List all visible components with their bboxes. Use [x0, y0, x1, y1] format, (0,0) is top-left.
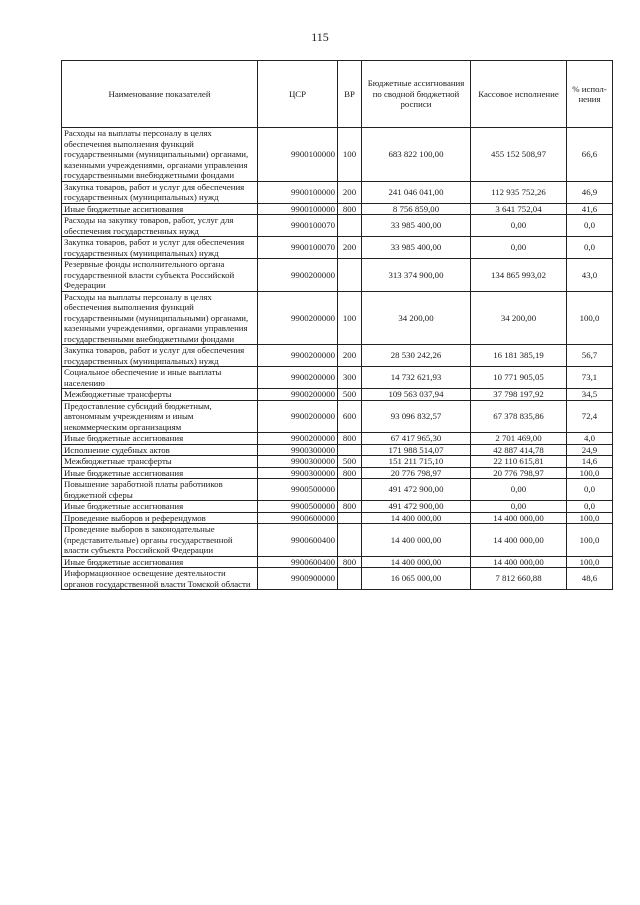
row-name: Исполнение судебных актов: [62, 444, 258, 456]
row-budget: 14 400 000,00: [362, 512, 471, 524]
row-name: Проведение выборов и референдумов: [62, 512, 258, 524]
row-budget: 14 400 000,00: [362, 556, 471, 568]
table-row: [62, 467, 613, 479]
row-csr: 9900100000: [258, 181, 338, 203]
row-percent: 24,9: [567, 444, 613, 456]
row-budget: 16 065 000,00: [362, 568, 471, 590]
row-csr: 9900300000: [258, 467, 338, 479]
row-budget: 34 200,00: [362, 291, 471, 345]
table-row: [62, 433, 613, 445]
table-row: [62, 400, 613, 433]
table-row: [62, 524, 613, 557]
row-name: Повышение заработной платы работников бюджетной сферы: [62, 479, 258, 501]
row-vr: 200: [338, 181, 362, 203]
row-name: Иные бюджетные ассигнования: [62, 467, 258, 479]
row-name: Межбюджетные трансферты: [62, 389, 258, 401]
row-csr: 9900600400: [258, 524, 338, 557]
row-budget: 151 211 715,10: [362, 456, 471, 468]
row-cash: 34 200,00: [471, 291, 567, 345]
row-percent: 66,6: [567, 128, 613, 182]
row-csr: 9900500000: [258, 479, 338, 501]
row-percent: 14,6: [567, 456, 613, 468]
row-cash: 3 641 752,04: [471, 203, 567, 215]
row-name: Межбюджетные трансферты: [62, 456, 258, 468]
row-percent: 0,0: [567, 479, 613, 501]
row-cash: 455 152 508,97: [471, 128, 567, 182]
table-row: [62, 556, 613, 568]
row-percent: 100,0: [567, 556, 613, 568]
table-row: [62, 259, 613, 292]
row-budget: 171 988 514,07: [362, 444, 471, 456]
row-cash: 0,00: [471, 215, 567, 237]
row-percent: 100,0: [567, 524, 613, 557]
row-name: Расходы на выплаты персоналу в целях обеспечения выполнения функций государственными (муниципальными) органами, казенными учреждениями, органами управления государственными внебюджетными фондами: [62, 291, 258, 345]
row-csr: 9900200000: [258, 433, 338, 445]
row-budget: 683 822 100,00: [362, 128, 471, 182]
row-budget: 313 374 900,00: [362, 259, 471, 292]
row-csr: 9900300000: [258, 444, 338, 456]
row-csr: 9900200000: [258, 291, 338, 345]
row-vr: 100: [338, 291, 362, 345]
row-vr: 500: [338, 456, 362, 468]
row-name: Информационное освещение деятельности органов государственной власти Томской области: [62, 568, 258, 590]
row-budget: 28 530 242,26: [362, 345, 471, 367]
row-budget: 491 472 900,00: [362, 501, 471, 513]
row-name: Иные бюджетные ассигнования: [62, 556, 258, 568]
row-budget: 8 756 859,00: [362, 203, 471, 215]
row-csr: 9900100000: [258, 128, 338, 182]
row-percent: 34,5: [567, 389, 613, 401]
table-row: [62, 215, 613, 237]
row-budget: 33 985 400,00: [362, 237, 471, 259]
row-percent: 100,0: [567, 291, 613, 345]
table-row: [62, 512, 613, 524]
row-cash: 22 110 615,81: [471, 456, 567, 468]
row-name: Иные бюджетные ассигнования: [62, 501, 258, 513]
row-cash: 37 798 197,92: [471, 389, 567, 401]
row-budget: 20 776 798,97: [362, 467, 471, 479]
row-budget: 491 472 900,00: [362, 479, 471, 501]
row-csr: 9900100070: [258, 215, 338, 237]
row-vr: [338, 512, 362, 524]
row-percent: 41,6: [567, 203, 613, 215]
budget-execution-table: [61, 60, 613, 590]
row-name: Закупка товаров, работ и услуг для обеспечения государственных (муниципальных) нужд: [62, 345, 258, 367]
row-vr: [338, 479, 362, 501]
row-name: Расходы на выплаты персоналу в целях обеспечения выполнения функций государственными (муниципальными) органами, казенными учреждениями, органами управления государственными внебюджетными фондами: [62, 128, 258, 182]
header-vr: ВР: [338, 61, 362, 128]
row-budget: 14 732 621,93: [362, 367, 471, 389]
table-header-row: [62, 61, 613, 128]
table-row: [62, 237, 613, 259]
table-row: [62, 291, 613, 345]
row-percent: 100,0: [567, 467, 613, 479]
row-cash: 67 378 835,86: [471, 400, 567, 433]
row-cash: 112 935 752,26: [471, 181, 567, 203]
row-percent: 48,6: [567, 568, 613, 590]
row-vr: 800: [338, 203, 362, 215]
row-name: Проведение выборов в законодательные (представительные) органы государственной власти субъекта Российской Федерации: [62, 524, 258, 557]
row-csr: 9900200000: [258, 259, 338, 292]
row-budget: 109 563 037,94: [362, 389, 471, 401]
row-cash: 134 865 993,02: [471, 259, 567, 292]
table-row: [62, 501, 613, 513]
header-budget: Бюджетные ассигнования по сводной бюджетной росписи: [362, 61, 471, 128]
header-csr: ЦСР: [258, 61, 338, 128]
row-vr: 500: [338, 389, 362, 401]
row-percent: 46,9: [567, 181, 613, 203]
row-cash: 14 400 000,00: [471, 556, 567, 568]
row-name: Иные бюджетные ассигнования: [62, 433, 258, 445]
row-cash: 10 771 905,05: [471, 367, 567, 389]
row-percent: 0,0: [567, 237, 613, 259]
row-budget: 67 417 965,30: [362, 433, 471, 445]
row-percent: 73,1: [567, 367, 613, 389]
row-cash: 16 181 385,19: [471, 345, 567, 367]
row-name: Расходы на закупку товаров, работ, услуг для обеспечения государственных нужд: [62, 215, 258, 237]
header-name: Наименование показателей: [62, 61, 258, 128]
row-csr: 9900600000: [258, 512, 338, 524]
row-name: Закупка товаров, работ и услуг для обеспечения государственных (муниципальных) нужд: [62, 181, 258, 203]
row-cash: 42 887 414,78: [471, 444, 567, 456]
table-row: [62, 181, 613, 203]
row-budget: 93 096 832,57: [362, 400, 471, 433]
row-csr: 9900600400: [258, 556, 338, 568]
row-vr: 800: [338, 433, 362, 445]
row-csr: 9900200000: [258, 400, 338, 433]
row-cash: 14 400 000,00: [471, 512, 567, 524]
row-cash: 0,00: [471, 479, 567, 501]
row-name: Социальное обеспечение и иные выплаты населению: [62, 367, 258, 389]
row-percent: 0,0: [567, 501, 613, 513]
row-vr: [338, 568, 362, 590]
row-vr: 300: [338, 367, 362, 389]
table-row: [62, 456, 613, 468]
row-vr: [338, 215, 362, 237]
row-percent: 100,0: [567, 512, 613, 524]
row-csr: 9900100070: [258, 237, 338, 259]
row-budget: 241 046 041,00: [362, 181, 471, 203]
row-vr: 800: [338, 467, 362, 479]
table-row: [62, 203, 613, 215]
table-row: [62, 128, 613, 182]
table-row: [62, 444, 613, 456]
row-csr: 9900500000: [258, 501, 338, 513]
row-name: Резервные фонды исполнительного органа государственной власти субъекта Российской Федерации: [62, 259, 258, 292]
table-row: [62, 389, 613, 401]
row-vr: 800: [338, 556, 362, 568]
row-csr: 9900300000: [258, 456, 338, 468]
row-vr: 800: [338, 501, 362, 513]
row-budget: 33 985 400,00: [362, 215, 471, 237]
table-row: [62, 345, 613, 367]
row-name: Иные бюджетные ассигнования: [62, 203, 258, 215]
row-vr: [338, 444, 362, 456]
row-csr: 9900200000: [258, 345, 338, 367]
row-csr: 9900100000: [258, 203, 338, 215]
table-row: [62, 479, 613, 501]
row-percent: 0,0: [567, 215, 613, 237]
row-name: Закупка товаров, работ и услуг для обеспечения государственных (муниципальных) нужд: [62, 237, 258, 259]
row-percent: 56,7: [567, 345, 613, 367]
header-percent: % испол-нения: [567, 61, 613, 128]
row-csr: 9900900000: [258, 568, 338, 590]
row-percent: 4,0: [567, 433, 613, 445]
row-cash: 14 400 000,00: [471, 524, 567, 557]
row-vr: 200: [338, 237, 362, 259]
table-row: [62, 367, 613, 389]
row-cash: 0,00: [471, 501, 567, 513]
row-csr: 9900200000: [258, 367, 338, 389]
row-vr: 200: [338, 345, 362, 367]
row-cash: 20 776 798,97: [471, 467, 567, 479]
row-percent: 43,0: [567, 259, 613, 292]
row-cash: 0,00: [471, 237, 567, 259]
header-cash: Кассовое исполнение: [471, 61, 567, 128]
row-cash: 7 812 660,88: [471, 568, 567, 590]
table-row: [62, 568, 613, 590]
row-vr: [338, 259, 362, 292]
row-vr: 100: [338, 128, 362, 182]
row-vr: 600: [338, 400, 362, 433]
row-percent: 72,4: [567, 400, 613, 433]
row-budget: 14 400 000,00: [362, 524, 471, 557]
page-number: 115: [311, 30, 329, 44]
row-csr: 9900200000: [258, 389, 338, 401]
row-cash: 2 701 469,00: [471, 433, 567, 445]
row-name: Предоставление субсидий бюджетным, автономным учреждениям и иным некоммерческим организациям: [62, 400, 258, 433]
row-vr: [338, 524, 362, 557]
